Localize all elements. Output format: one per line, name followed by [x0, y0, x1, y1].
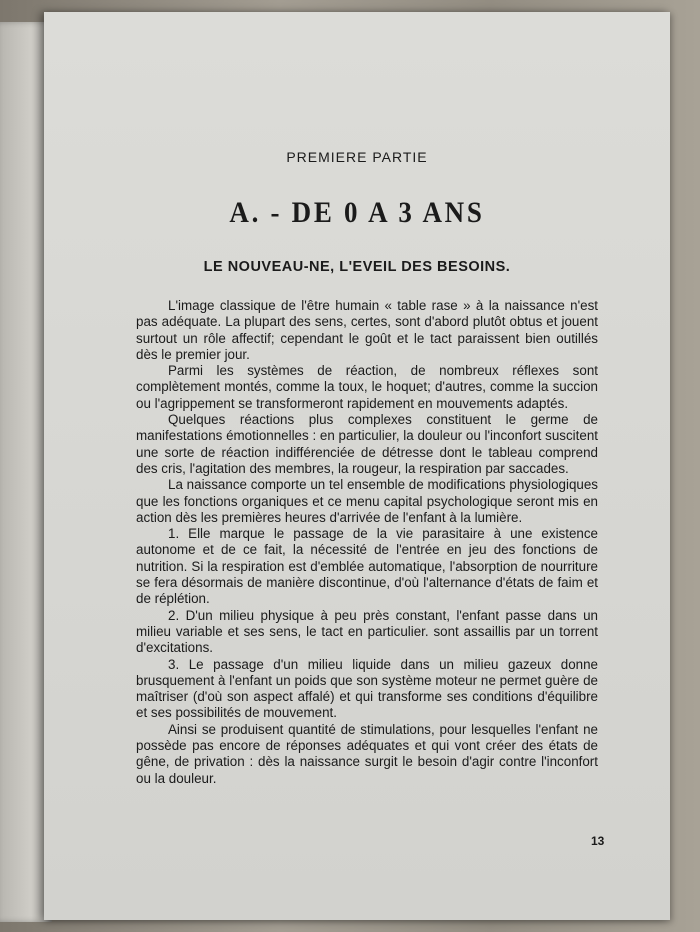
paragraph: 3. Le passage d'un milieu liquide dans un milieu gazeux donne brusquement à l'enfant un poids que son système moteur ne permet guère de maîtriser (d'où son aspect affalé) et qui transforme ses conditions d'équilibre et ses possibilités de mouvement.	[136, 656, 598, 721]
paragraph: 1. Elle marque le passage de la vie parasitaire à une existence autonome et de ce fait, la nécessité de l'entrée en jeu des fonctions de nutrition. Si la respiration est d'emblée automatique, l'absorption de nourriture se fera désormais de manière discontinue, d'où l'alternance d'états de faim et de réplétion.	[136, 526, 598, 607]
book-page	[44, 12, 670, 920]
paragraph: L'image classique de l'être humain « table rase » à la naissance n'est pas adéquate. La plupart des sens, certes, sont d'abord plutôt obtus et jouent surtout un rôle affectif; cependant le goût et le tact paraissent bien outillés dès le premier jour.	[136, 298, 598, 362]
paragraph: Ainsi se produisent quantité de stimulations, pour lesquelles l'enfant ne possède pas encore de réponses adéquates et qui vont créer des états de gêne, de privation : dès la naissance surgit le besoin d'agir contre l'inconfort ou la douleur.	[136, 721, 598, 786]
paragraph: 2. D'un milieu physique à peu près constant, l'enfant passe dans un milieu variable et ses sens, le tact en particulier. sont assaillis par un torrent d'excitations.	[136, 607, 598, 656]
chapter-title: A. - DE 0 A 3 ANS	[229, 196, 485, 229]
paragraph: Quelques réactions plus complexes constituent le germe de manifestations émotionnelles : en particulier, la douleur ou l'inconfort suscitent une sorte de réaction indifférenciée de détresse dont le tableau comprend des cris, l'agitation des membres, la rougeur, la respiration par saccades.	[136, 412, 598, 476]
paragraph: La naissance comporte un tel ensemble de modifications physiologiques que les fonctions organiques et ce menu capital psychologique seront mis en action dès les premières heures d'arrivée de l'enfant à la lumière.	[136, 477, 598, 525]
section-subtitle: LE NOUVEAU-NE, L'EVEIL DES BESOINS.	[203, 259, 511, 275]
page-number: 13	[591, 834, 605, 848]
body-text	[136, 298, 598, 787]
paragraph: Parmi les systèmes de réaction, de nombreux réflexes sont complètement montés, comme la toux, le hoquet; d'autres, comme la succion ou l'agrippement se transformeront rapidement en mouvements adaptés.	[136, 363, 598, 411]
part-heading: PREMIERE PARTIE	[286, 149, 428, 165]
